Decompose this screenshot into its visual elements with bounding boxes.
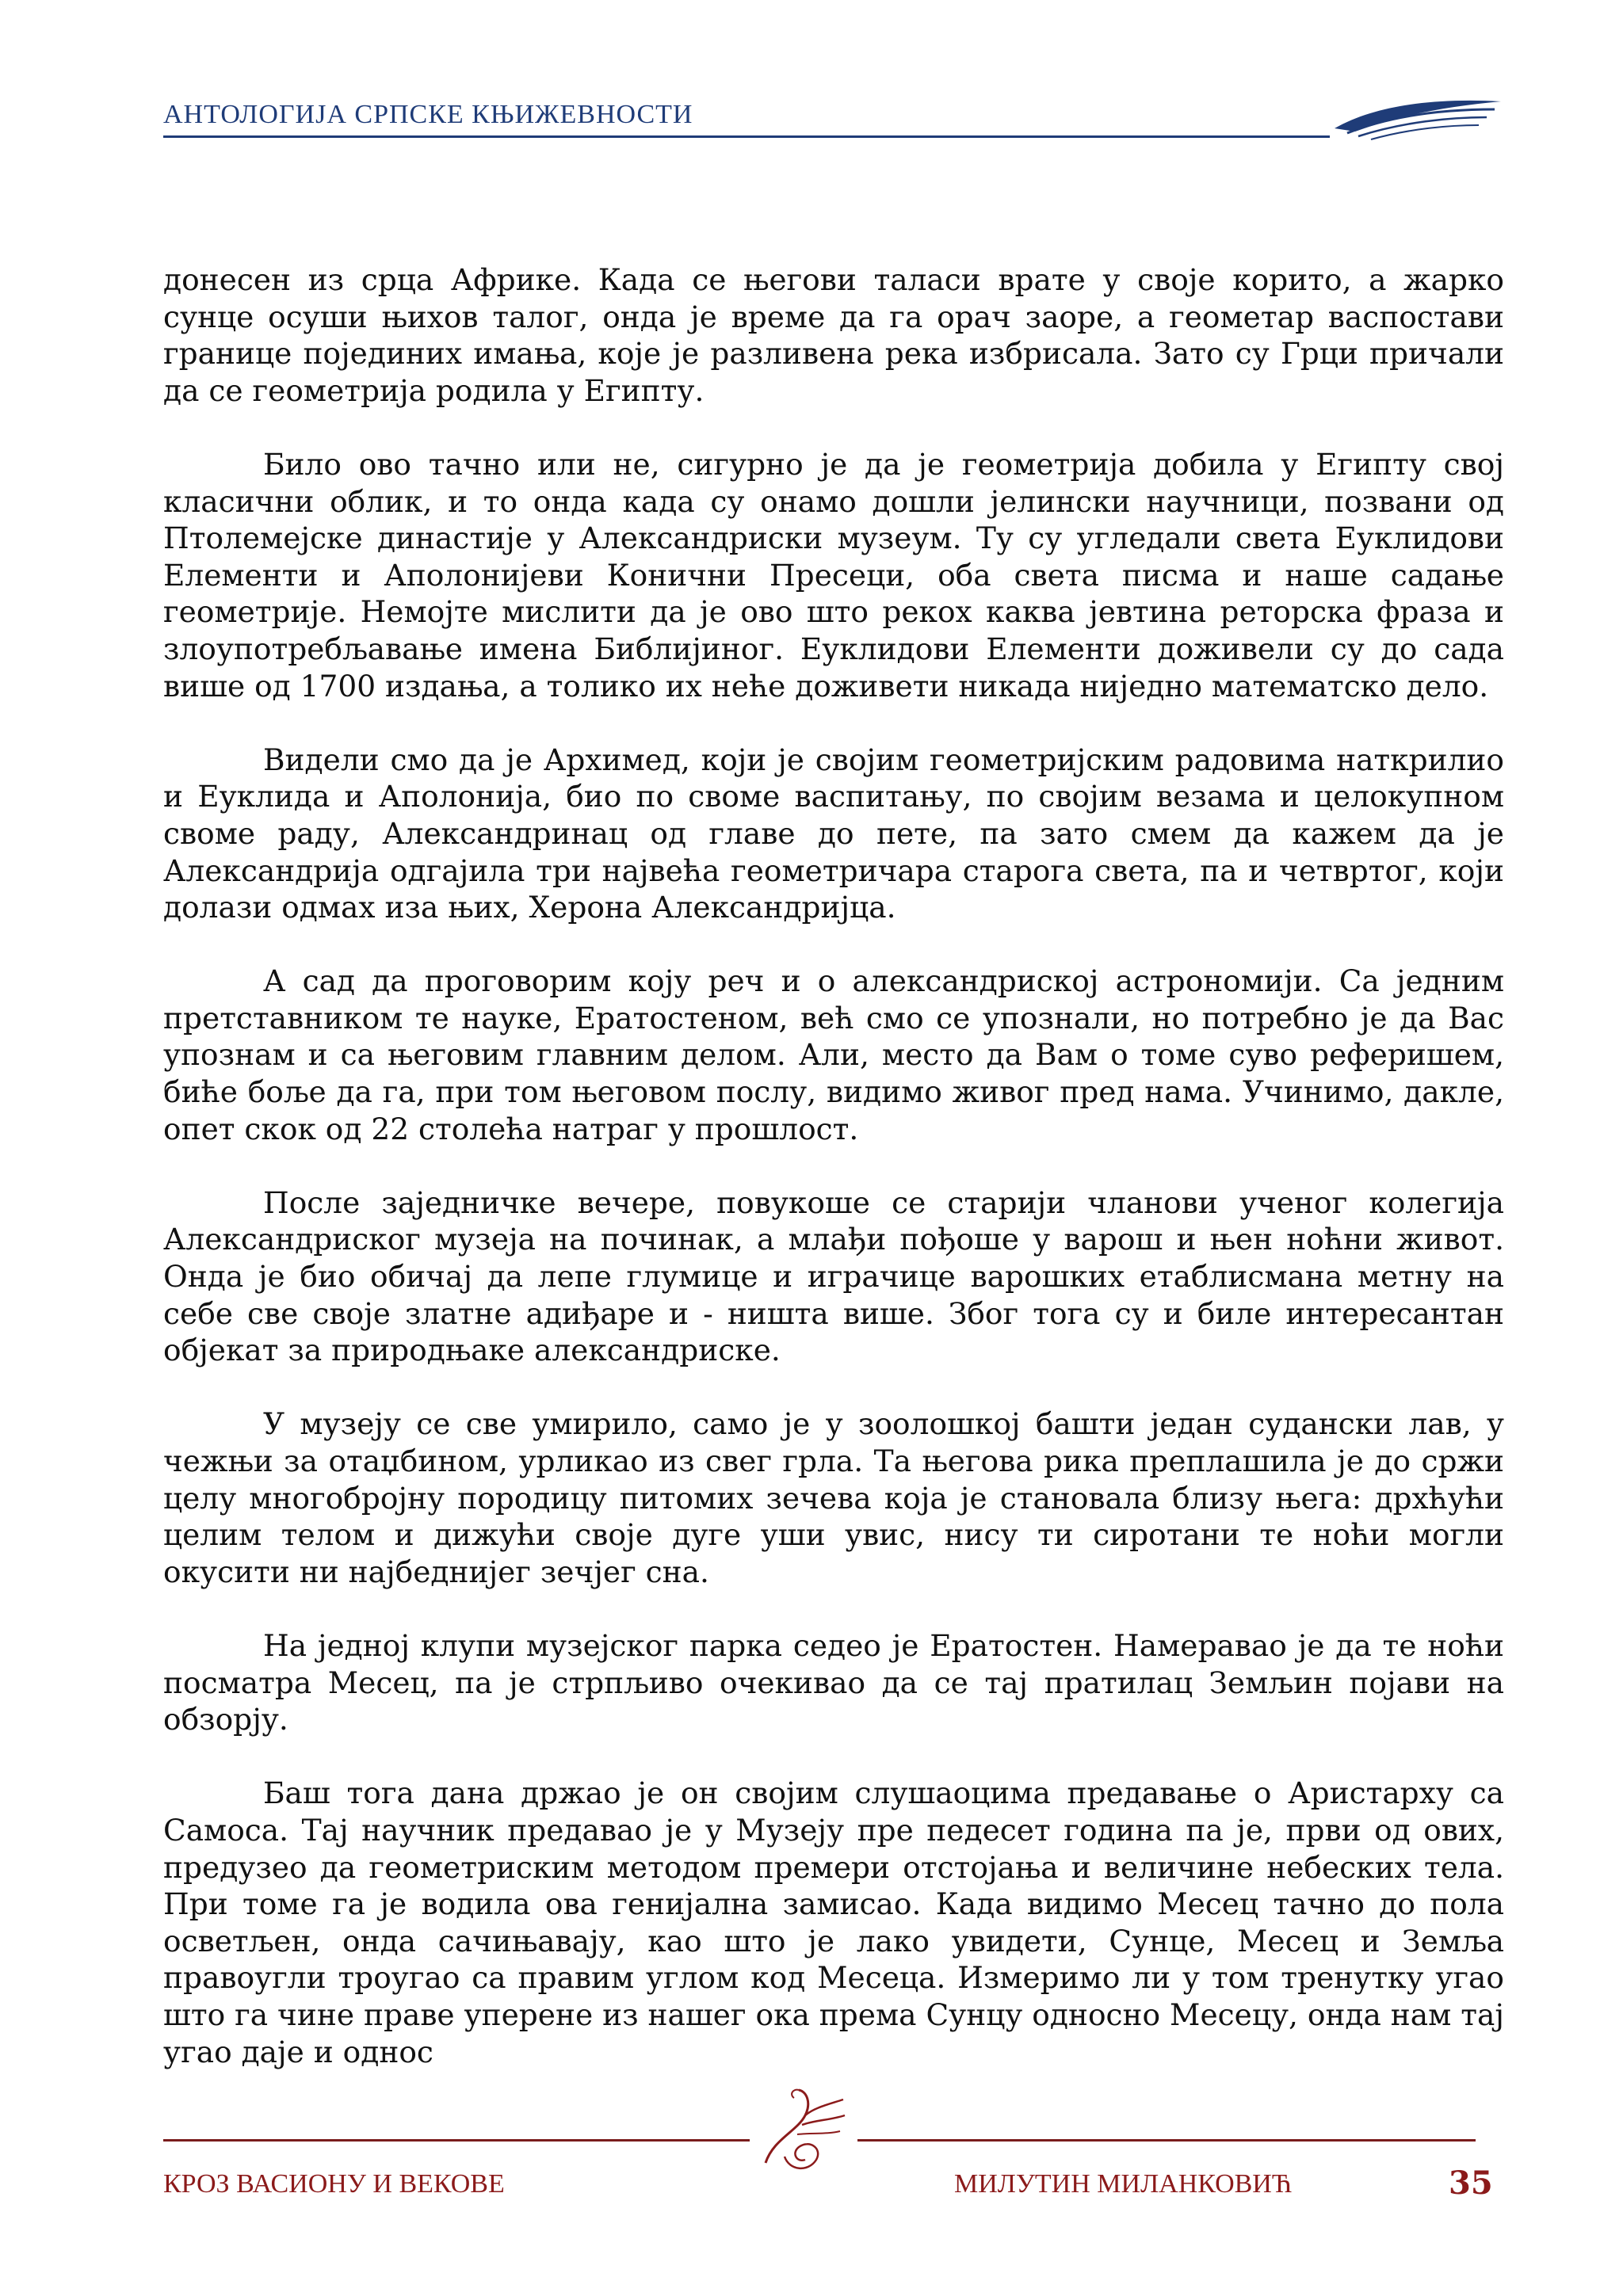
- footer-book-title: КРОЗ ВАСИОНУ И ВЕКОВЕ: [163, 2169, 505, 2199]
- floral-flourish-icon: [750, 2084, 857, 2183]
- paragraph: Било ово тачно или не, сигурно је да је геометрија добила у Египту свој класични облик, и то онда када су онамо дошли јелински научници, позвани од Птолемејске династије у Александриски музеум. Ту су угледали света Еуклидови Елементи и Аполонијеви Конични Пресеци, оба света писма и наше садање геометрије. Немојте мислити да је ово што рекох каква јевтина реторска фраза и злоупотребљавање имена Библијиног. Еуклидови Елементи доживели су до сада више од 1700 издања, а толико их неће доживети никада ниједно математско дело.: [163, 446, 1504, 704]
- paragraph: У музеју се све умирило, само је у зоолошкој башти један судански лав, у чежњи за отаџбином, урликао из свег грла. Та његова рика преплашила је до сржи целу многобројну породицу питомих зечева која је становала близу њега: дрхћући целим телом и дижући своје дуге уши увис, нису ти сиротани те ноћи могли окусити ни најбеднијег зечјег сна.: [163, 1406, 1504, 1589]
- page-number: 35: [1449, 2164, 1493, 2202]
- footer-divider-left: [163, 2139, 750, 2142]
- body-text: [163, 261, 1504, 2107]
- paragraph: донесен из срца Африке. Када се његови таласи врате у своје корито, а жарко сунце осуши њихов талог, онда је време да га орач заоре, а геометар васпостави границе појединих имања, које је разливена река избрисала. Зато су Грци причали да се геометрија родила у Египту.: [163, 262, 1504, 408]
- running-header-title: АНТОЛОГИЈА СРПСКЕ КЊИЖЕВНОСТИ: [163, 100, 693, 129]
- footer-author: МИЛУТИН МИЛАНКОВИЋ: [954, 2169, 1293, 2199]
- paragraph: После заједничке вечере, повукоше се старији чланови ученог колегија Александриског музеја на починак, а млађи пођоше у варош и њен ноћни живот. Онда је био обичај да лепе глумице и играчице варошких етаблисмана метну на себе све своје златне адиђаре и - ништа више. Због тога су и биле интересантан објекат за природњаке александриске.: [163, 1184, 1504, 1368]
- feather-swoosh-icon: [1331, 93, 1506, 145]
- paragraph: Видели смо да је Архимед, који је својим геометријским радовима наткрилио и Еуклида и Аполонија, био по своме васпитању, по својим везама и целокупном своме раду, Александринац од главе до пете, па зато смем да кажем да је Александрија одгајила три највећа геометричара старога света, па и четвртог, који долази одмах иза њих, Херона Александријца.: [163, 742, 1504, 925]
- paragraph: Баш тога дана држао је он својим слушаоцима предавање о Аристарху са Самоса. Тај научник предавао је у Музеју пре педесет година па је, први од ових, предузео да геометриским методом премери отстојања и величине небеских тела. При томе га је водила ова генијална замисао. Када видимо Месец тачно до пола осветљен, онда сачињавају, као што је лако увидети, Сунце, Месец и Земља правоугли троугао са правим углом код Месеца. Измеримо ли у том тренутку угао што га чине праве уперене из нашег ока према Сунцу односно Месецу, онда нам тај угао даје и однос: [163, 1775, 1504, 2069]
- paragraph: А сад да проговорим коју реч и о александриској астрономији. Са једним претставником те науке, Ератостеном, већ смо се упознали, но потребно је да Вас упознам и са његовим главним делом. Али, место да Вам о томе суво реферишем, биће боље да га, при том његовом послу, видимо живог пред нама. Учинимо, дакле, опет скок од 22 столећа натраг у прошлост.: [163, 963, 1504, 1146]
- footer-divider-right: [857, 2139, 1476, 2142]
- header-divider: [163, 135, 1330, 138]
- paragraph: На једној клупи музејског парка седео је Ератостен. Намеравао је да те ноћи посматра Месец, па је стрпљиво очекивао да се тај пратилац Земљин појави на обзорју.: [163, 1627, 1504, 1737]
